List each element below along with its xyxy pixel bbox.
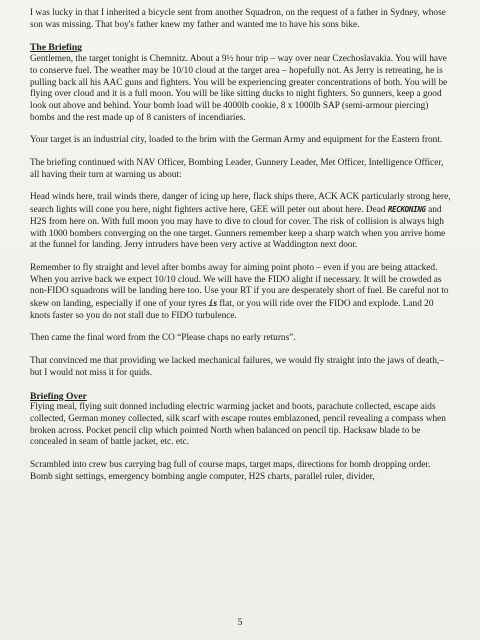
- conviction-paragraph: That convinced me that providing we lacked mechanical failures, we would fly straight into the jaws of death,– but I would not miss it for quids.: [30, 356, 444, 378]
- page-number: 5: [237, 618, 243, 629]
- handwritten-correction: RECKONING: [387, 205, 426, 215]
- flying-meal-paragraph: Flying meal, flying suit donned including electric warming jacket and boots, parachute collected, escape aids collected, German money collected, silk scarf with escape routes emblazoned, pencil revealing a compass when broken across. Pocket pencil clip which pointed North when balanced on pencil tip. Hacksaw blade to be concealed in seam of battle jacket, etc. etc.: [30, 402, 446, 448]
- fido-paragraph: [30, 263, 452, 323]
- intro-paragraph: I was lucky in that I inherited a bicycle sent from another Squadron, on the request of a father in Sydney, whose son was missing. That boy's father knew my father and wanted me to have his sons bike.: [30, 8, 446, 30]
- briefing-heading: The Briefing: [30, 42, 82, 54]
- final-word-paragraph: Then came the final word from the CO “Please chaps no early returns”.: [30, 333, 296, 344]
- briefing-paragraph-3: The briefing continued with NAV Officer, Bombing Leader, Gunnery Leader, Met Officer, Intelligence Officer, all having their turn at warning us about:: [30, 158, 444, 180]
- scrambled-paragraph: Scrambled into crew bus carrying bag full of course maps, target maps, directions for bomb dropping order. Bomb sight settings, emergency bombing angle computer, H2S charts, parallel ruler, divider,: [30, 460, 431, 482]
- fido-text-b: as non-FIDO squadrons will be landing here too. Use your RT if you are desperately short of fuel. Be careful not to skew on landing, especially if one of your tyres: [30, 274, 449, 310]
- fido-text-a: Remember to fly straight and level after bombs away for aiming point photo – even if you are being attacked. When you arrive back we expect 10/10 cloud. We will have the FIDO alight if necessary. It will be crowded: [30, 262, 438, 285]
- warnings-text-a: Head winds here, trail winds there, danger of icing up here, flack ships there, ACK ACK particularly strong here, search lights will cone you here, night fighters active here, GEE will peter out about here. Dead: [30, 192, 451, 216]
- handwritten-insert: is: [208, 299, 218, 309]
- briefing-paragraph-2: Your target is an industrial city, loaded to the brim with the German Army and equipment for the Eastern front.: [30, 135, 443, 146]
- briefing-over-heading: Briefing Over: [30, 390, 87, 402]
- fido-text-c: flat, or you will ride over the FIDO and explode. Land 20 knots faster so you do not stall due to FIDO turbulence.: [30, 299, 434, 321]
- briefing-paragraph-1: Gentlemen, the target tonight is Chemnitz. About a 9½ hour trip – way over near Czechoslavakia. You will have to conserve fuel. The weather may be 10/10 cloud at the target area – hopefully not. As Jerry is retreating, he is pulling back all his AAC guns and fighters. You will be experiencing greater concentrations of both. You will be flying over cloud and it is a full moon. You will be like sitting ducks to night fighters. So gunners, keep a good look out above and behind. Your bomb load will be 4000lb cookie, 8 x 1000lb SAP (semi-armour piercing) bombs and the rest made up of 8 canisters of incendiaries.: [30, 54, 448, 123]
- warnings-text-b: and H2S from here on. With full moon you may have to dive to cloud for cover. The risk of collision is always high with 1000 bombers converging on the one target. Gunners remember keep a sharp watch when you arrive home at the funnel for landing. Jerry intruders have been very active at Waddington next door.: [30, 205, 446, 251]
- warnings-paragraph: [30, 192, 452, 252]
